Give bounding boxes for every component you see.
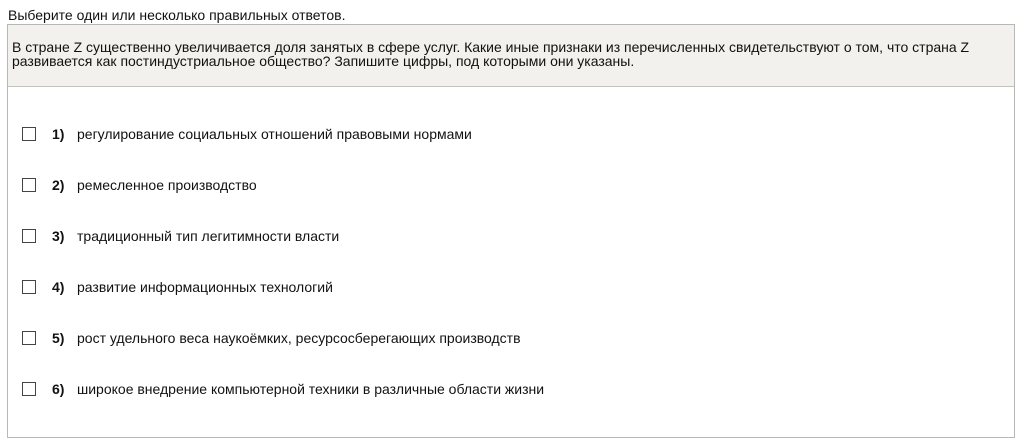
option-label: регулирование социальных отношений правовыми нормами: [77, 126, 472, 142]
option-2[interactable]: [22, 175, 257, 195]
option-number: 1): [52, 126, 65, 142]
option-label: широкое внедрение компьютерной техники в различные области жизни: [77, 381, 545, 397]
option-1[interactable]: [22, 124, 472, 144]
option-number: 6): [52, 381, 65, 397]
option-4[interactable]: [22, 277, 333, 297]
checkbox[interactable]: [22, 178, 36, 192]
option-number: 5): [52, 330, 65, 346]
checkbox[interactable]: [22, 127, 36, 141]
option-6[interactable]: [22, 379, 544, 399]
checkbox[interactable]: [22, 382, 36, 396]
checkbox[interactable]: [22, 331, 36, 345]
checkbox[interactable]: [22, 280, 36, 294]
question-text: В стране Z существенно увеличивается доля занятых в сфере услуг. Какие иные признаки из перечисленных свидетельствуют о том, что страна Z развивается как постиндустриальное общество? Запишите цифры, под которыми они указаны.: [8, 25, 1014, 87]
option-5[interactable]: [22, 328, 521, 348]
question-container: [7, 24, 1015, 438]
option-number: 4): [52, 279, 65, 295]
option-label: развитие информационных технологий: [77, 279, 333, 295]
instruction-text: Выберите один или несколько правильных ответов.: [8, 7, 346, 23]
option-number: 3): [52, 228, 65, 244]
option-3[interactable]: [22, 226, 339, 246]
option-label: традиционный тип легитимности власти: [77, 228, 340, 244]
checkbox[interactable]: [22, 229, 36, 243]
option-number: 2): [52, 177, 65, 193]
option-label: рост удельного веса наукоёмких, ресурсосберегающих производств: [77, 330, 521, 346]
option-label: ремесленное производство: [77, 177, 257, 193]
